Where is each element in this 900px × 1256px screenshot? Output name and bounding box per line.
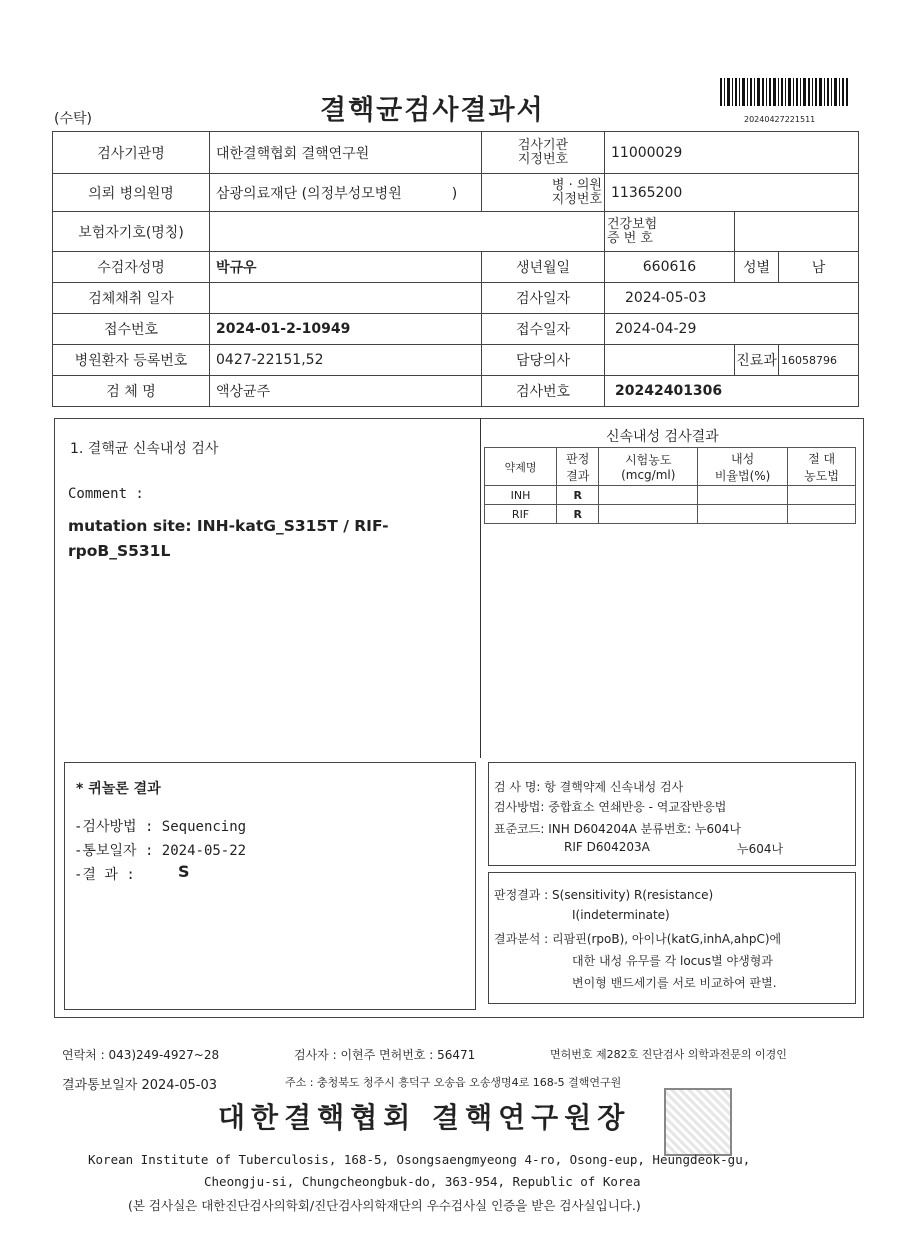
- receipt-date-label: 접수일자: [482, 314, 605, 345]
- collect-date: [210, 283, 482, 314]
- interp-line-1: 판정결과 : S(sensitivity) R(resistance): [494, 888, 714, 902]
- col-abs: 절 대 농도법: [788, 448, 856, 486]
- lab-code-label: 검사기관 지정번호: [482, 132, 605, 174]
- test-code-rif: RIF D604203A: [564, 840, 650, 854]
- barcode-number: 20240427221511: [744, 115, 816, 124]
- test-no-label: 검사번호: [482, 376, 605, 407]
- dept: 16058796: [779, 345, 859, 376]
- interp-line-4: 대한 내성 유무를 각 locus별 야생형과: [572, 954, 773, 968]
- doctor-label: 담당의사: [482, 345, 605, 376]
- col-conc: 시험농도 (mcg/ml): [599, 448, 698, 486]
- official-seal: [664, 1088, 732, 1156]
- section-title: 1. 결핵균 신속내성 검사: [70, 441, 219, 457]
- insurer-label: 보험자기호(명칭): [53, 212, 210, 252]
- footer-report-date: 결과통보일자 2024-05-03: [62, 1078, 218, 1093]
- insurer: [210, 212, 605, 252]
- sex-label: 성별: [735, 252, 779, 283]
- insurance-label: 건강보험 증 번 호: [605, 212, 735, 252]
- page-title: 결핵균검사결과서: [320, 95, 545, 126]
- birth-label: 생년월일: [482, 252, 605, 283]
- footer-examiner: 검사자 : 이현주 면허번호 : 56471: [294, 1048, 476, 1062]
- comment-label: Comment :: [68, 486, 144, 502]
- lab-name: 대한결핵협회 결핵연구원: [210, 132, 482, 174]
- insurance-no: [735, 212, 859, 252]
- test-code-inh: 표준코드: INH D604204A 분류번호: 누604나: [494, 822, 741, 836]
- specimen-label: 검 체 명: [53, 376, 210, 407]
- test-date-label: 검사일자: [482, 283, 605, 314]
- organization-name: 대한결핵협회 결핵연구원장: [218, 1101, 631, 1134]
- quinolone-result-label: -결 과 :: [74, 867, 135, 883]
- receipt-no: 2024-01-2-10949: [210, 314, 482, 345]
- footer-english-1: Korean Institute of Tuberculosis, 168-5, Osongsaengmyeong 4-ro, Osong-eup, Heungdeok-gu,: [88, 1152, 751, 1167]
- mutation-line-2: rpoB_S531L: [68, 542, 171, 560]
- test-date: 2024-05-03: [605, 283, 859, 314]
- patient-name-label: 수검자성명: [53, 252, 210, 283]
- interp-line-2: I(indeterminate): [572, 908, 670, 922]
- collect-date-label: 검체채취 일자: [53, 283, 210, 314]
- hospital-code-label: 병 · 의원 지정번호: [482, 174, 605, 212]
- barcode-icon: [720, 78, 850, 114]
- dept-label: 진료과: [735, 345, 779, 376]
- footer-certification: (본 검사실은 대한진단검사의학회/진단검사의학재단의 우수검사실 인증을 받은 검사실입니다.): [128, 1198, 641, 1213]
- quinolone-title: * 퀴놀론 결과: [76, 781, 161, 797]
- patient-reg-label: 병원환자 등록번호: [53, 345, 210, 376]
- quinolone-box: [64, 762, 476, 1010]
- hospital-label: 의뢰 병의원명: [53, 174, 210, 212]
- col-result: 판정 결과: [557, 448, 599, 486]
- patient-name: 박규우: [210, 252, 482, 283]
- test-method: 검사방법: 중합효소 연쇄반응 - 역교잡반응법: [494, 800, 727, 814]
- sex: 남: [779, 252, 859, 283]
- hospital-code: 11365200: [605, 174, 859, 212]
- resistance-title: 신속내성 검사결과: [606, 429, 719, 445]
- table-row: [485, 486, 856, 505]
- info-table: [52, 131, 859, 407]
- footer-english-2: Cheongju-si, Chungcheongbuk-do, 363-954, Republic of Korea: [204, 1174, 641, 1189]
- resistance-table: [484, 447, 856, 524]
- consignment-label: (수탁): [54, 111, 92, 127]
- quinolone-report-date: -통보일자 : 2024-05-22: [74, 843, 247, 859]
- row-result: R: [557, 486, 599, 505]
- interp-line-3: 결과분석 : 리팜핀(rpoB), 아이나(katG,inhA,ahpC)에: [494, 932, 782, 946]
- footer-address: 주소 : 충청북도 청주시 흥덕구 오송읍 오송생명4로 168-5 결핵연구원: [285, 1076, 622, 1089]
- col-ratio: 내성 비율법(%): [698, 448, 788, 486]
- lab-code: 11000029: [605, 132, 859, 174]
- doctor: [605, 345, 735, 376]
- footer-license: 면허번호 제282호 진단검사 의학과전문의 이경인: [550, 1048, 787, 1061]
- interp-line-5: 변이형 밴드세기를 서로 비교하여 판별.: [572, 976, 777, 990]
- quinolone-result: S: [178, 862, 190, 881]
- birth: 660616: [605, 252, 735, 283]
- hospital-name: 삼광의료재단 (의정부성모병원 ): [210, 174, 482, 212]
- lab-name-label: 검사기관명: [53, 132, 210, 174]
- table-row: [485, 505, 856, 524]
- test-code-rif-class: 누604나: [737, 842, 784, 856]
- footer-contact: 연락처 : 043)249-4927~28: [62, 1048, 220, 1062]
- mutation-line-1: mutation site: INH-katG_S315T / RIF-: [68, 517, 389, 535]
- col-drug: 약제명: [485, 448, 557, 486]
- quinolone-method: -검사방법 : Sequencing: [74, 819, 247, 835]
- patient-reg: 0427-22151,52: [210, 345, 482, 376]
- test-no: 20242401306: [605, 376, 859, 407]
- receipt-date: 2024-04-29: [605, 314, 859, 345]
- row-result: R: [557, 505, 599, 524]
- row-drug: RIF: [485, 505, 557, 524]
- row-drug: INH: [485, 486, 557, 505]
- test-name: 검 사 명: 항 결핵약제 신속내성 검사: [494, 780, 684, 794]
- specimen: 액상균주: [210, 376, 482, 407]
- receipt-no-label: 접수번호: [53, 314, 210, 345]
- column-divider: [480, 418, 481, 758]
